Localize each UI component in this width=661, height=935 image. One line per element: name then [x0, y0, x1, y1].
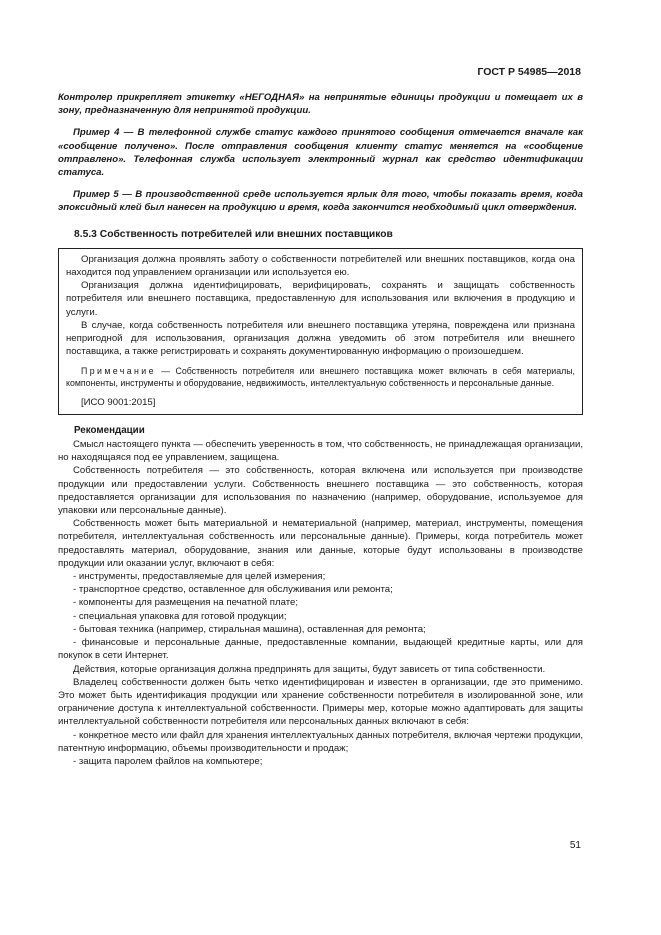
standard-quote-box	[58, 248, 583, 415]
list-item: - финансовые и персональные данные, предоставленные компании, выдающей кредитные карты, или для покупок в сети Интернет.	[58, 637, 583, 662]
list-item: - бытовая техника (например, стиральная машина), оставленная для ремонта;	[73, 623, 426, 635]
note	[66, 366, 575, 389]
box-paragraph-2: Организация должна идентифицировать, верифицировать, сохранять и защищать собственность потребителя или внешнего поставщика, предоставленную для использования или включения в продукцию и услуги.	[66, 280, 575, 318]
rec-paragraph-3: Собственность может быть материальной и нематериальной (например, материал, инструменты, помещения потребителя, интеллектуальная собственность или персональные данные). Примеры, когда потребитель может предоставлять материал, оборудование, знания или данные, которые будут использованы в производстве продукции или оказании услуг, включают в себя:	[58, 518, 583, 569]
list-item: - конкретное место или файл для хранения интеллектуальных данных потребителя, включая чертежи продукции, патентную информацию, объемы производительности и продаж;	[58, 729, 583, 754]
rec-paragraph-1: Смысл настоящего пункта — обеспечить уверенность в том, что собственность, не принадлежащая организации, но находящаяся под ее управлением, защищена.	[58, 439, 583, 464]
recommendations-title: Рекомендации	[74, 424, 145, 436]
rec-paragraph-4: Действия, которые организация должна предпринять для защиты, будут зависеть от типа собственности.	[73, 663, 546, 675]
source-reference: [ИСО 9001:2015]	[81, 396, 156, 408]
page-body	[58, 91, 583, 768]
list-item: - инструменты, предоставляемые для целей измерения;	[73, 571, 326, 583]
example-4: Пример 4 — В телефонной службе статус каждого принятого сообщения отмечается вначале как «сообщение получено». После отправления сообщения клиенту статус меняется на «сообщение отправлено». Телефонная служба использует электронный журнал как средство идентификации статуса.	[58, 127, 583, 179]
rec-paragraph-5: Владелец собственности должен быть четко идентифицирован и известен в организации, где это применимо. Это может быть идентификация продукции или хранение собственности потребителя в изолированной зоне, или ограничение доступа к интеллектуальной собственности. Примеры мер, которые можно адаптировать для защиты интеллектуальной собственности потребителя или персональных данных включают в себя:	[58, 676, 583, 728]
recommendations	[58, 424, 583, 768]
list-item: - транспортное средство, оставленное для обслуживания или ремонта;	[73, 584, 393, 596]
list-item: - специальная упаковка для готовой продукции;	[73, 610, 287, 622]
page-number: 51	[569, 840, 581, 851]
section-heading: 8.5.3 Собственность потребителей или внешних поставщиков	[74, 228, 393, 240]
box-paragraph-3: В случае, когда собственность потребителя или внешнего поставщика утеряна, повреждена или признана непригодной для использования, организация должна уведомить об этом потребителя или внешнего поставщика, а также регистрировать и сохранять документированную информацию о произошедшем.	[66, 319, 575, 358]
note-text: — Собственность потребителя или внешнего поставщика может включать в себя материалы, компоненты, инструменты и оборудование, недвижимость, интеллектуальную собственность и персональные данные.	[66, 366, 575, 389]
box-paragraph-1: Организация должна проявлять заботу о собственности потребителей или внешних поставщиков, когда она находится под управлением организации или используется ею.	[66, 253, 575, 279]
list-item: - защита паролем файлов на компьютере;	[73, 755, 263, 767]
example-5: Пример 5 — В производственной среде используется ярлык для того, чтобы показать время, когда эпоксидный клей был нанесен на продукцию и время, когда закончится необходимый цикл отверждения.	[58, 189, 583, 214]
document-code: ГОСТ Р 54985—2018	[477, 66, 581, 78]
rec-paragraph-2: Собственность потребителя — это собственность, которая включена или используется при производстве продукции или предоставлении услуги. Собственность внешнего поставщика — это собственность, которая предоставляется организации для использования по назначению (например, оборудование, используемое для упаковки или персональные данные).	[58, 465, 583, 517]
note-label: Примечание	[81, 366, 156, 377]
list-item: - компоненты для размещения на печатной плате;	[73, 597, 298, 609]
intro-paragraph: Контролер прикрепляет этикетку «НЕГОДНАЯ» на непринятые единицы продукции и помещает их в зону, предназначенную для непринятой продукции.	[58, 92, 583, 117]
